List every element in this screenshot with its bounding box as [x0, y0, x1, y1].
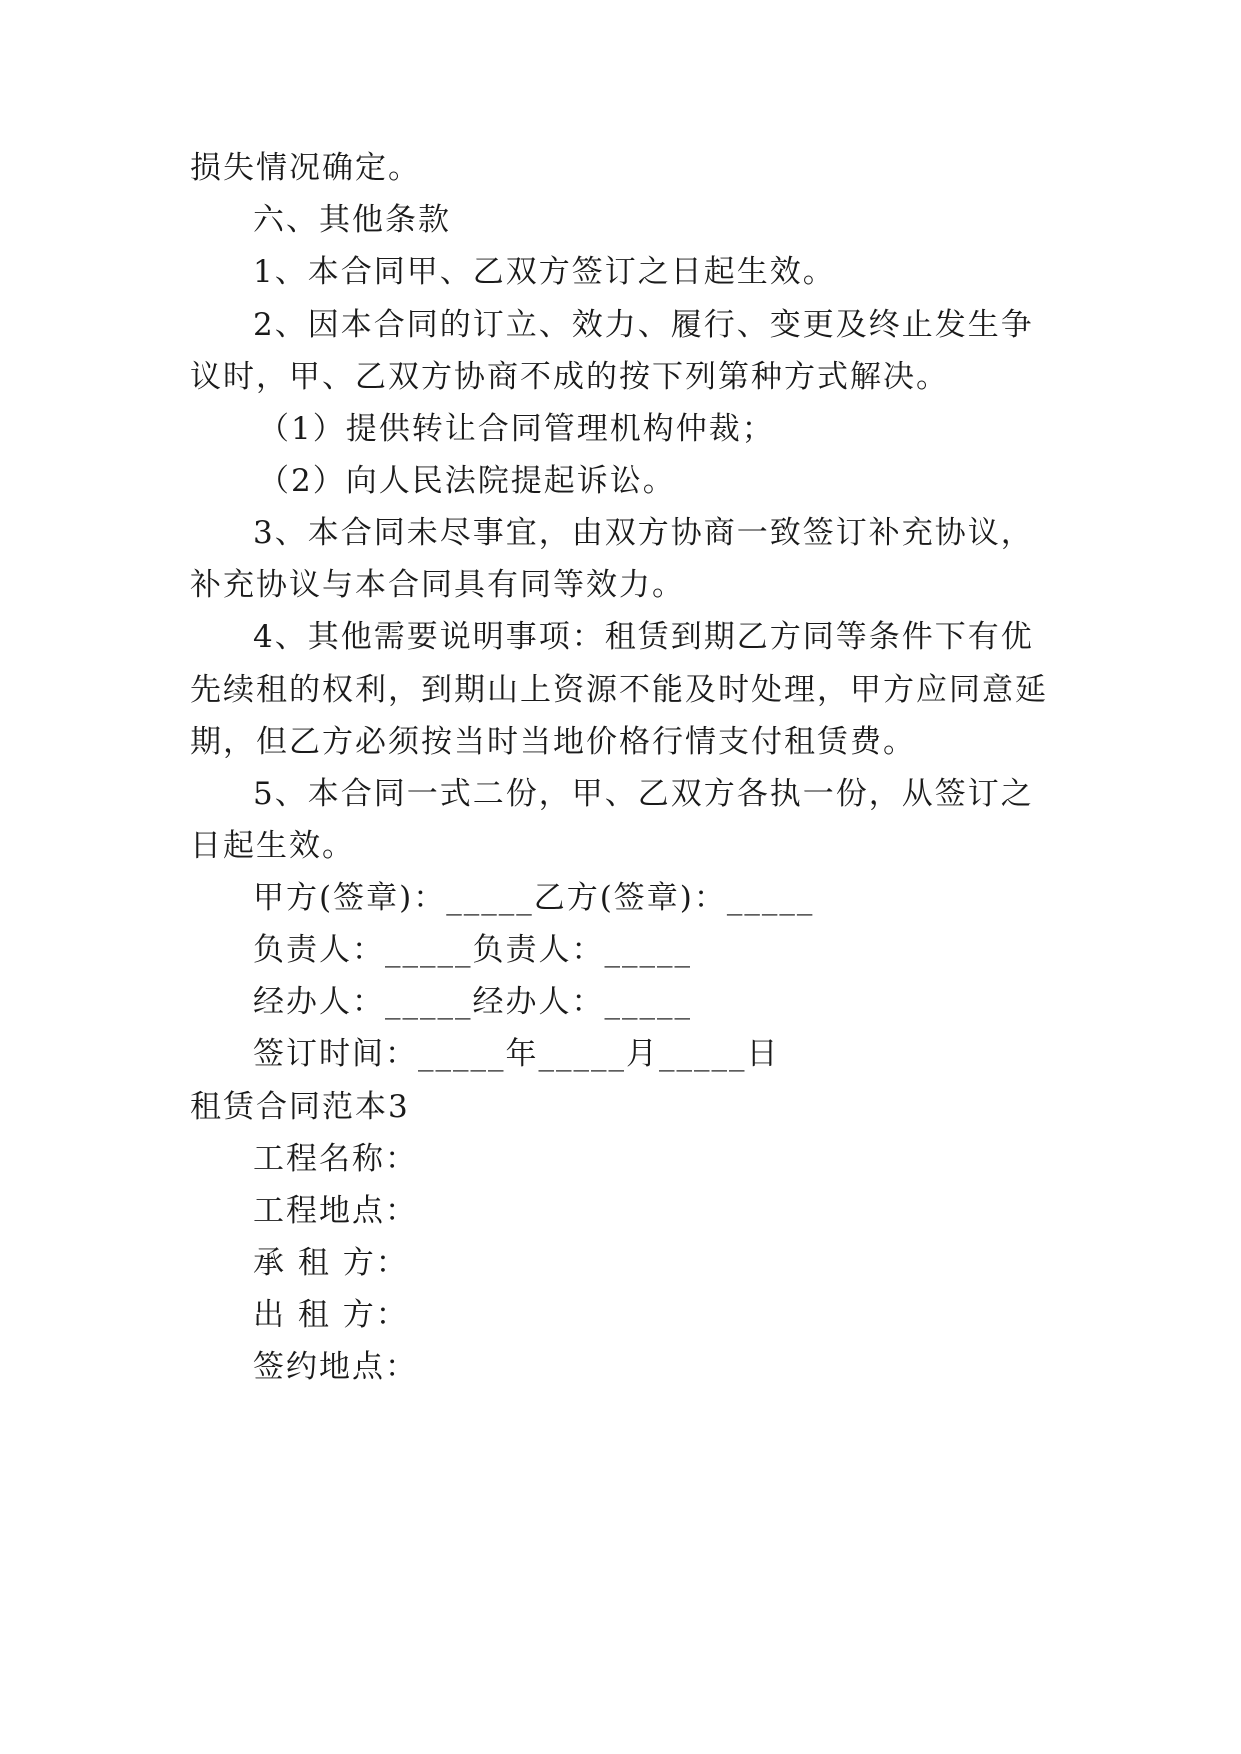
field-project-name: 工程名称：: [253, 1141, 418, 1177]
clause-4-cont: 期，但乙方必须按当时当地价格行情支付租赁费。: [190, 724, 916, 760]
clause-5: 5、本合同一式二份，甲、乙双方各执一份，从签订之: [253, 776, 1034, 812]
clause-4-cont: 先续租的权利，到期山上资源不能及时处理，甲方应同意延: [190, 672, 1048, 708]
section-heading: 六、其他条款: [253, 202, 451, 238]
field-lessor: 出 租 方：: [253, 1297, 409, 1333]
clause-2-cont: 议时，甲、乙双方协商不成的按下列第种方式解决。: [190, 359, 949, 395]
field-project-location: 工程地点：: [253, 1193, 418, 1229]
signature-line-handler: 经办人：_____经办人：_____: [253, 984, 692, 1020]
clause-1: 1、本合同甲、乙双方签订之日起生效。: [253, 254, 836, 290]
clause-5-cont: 日起生效。: [190, 828, 355, 864]
signature-line-parties: 甲方(签章)：_____乙方(签章)：_____: [253, 880, 815, 916]
clause-2: 2、因本合同的订立、效力、履行、变更及终止发生争: [253, 307, 1034, 343]
signature-line-responsible: 负责人：_____负责人：_____: [253, 932, 692, 968]
field-signing-place: 签约地点：: [253, 1349, 418, 1385]
field-lessee: 承 租 方：: [253, 1245, 409, 1281]
option-1: （1）提供转让合同管理机构仲裁；: [258, 411, 775, 447]
clause-4: 4、其他需要说明事项：租赁到期乙方同等条件下有优: [253, 619, 1034, 655]
signature-line-date: 签订时间：_____年_____月_____日: [253, 1036, 780, 1072]
clause-3-cont: 补充协议与本合同具有同等效力。: [190, 567, 685, 603]
document-title: 租赁合同范本3: [190, 1089, 410, 1125]
option-2: （2）向人民法院提起诉讼。: [258, 463, 676, 499]
text-line: 损失情况确定。: [190, 150, 421, 186]
clause-3: 3、本合同未尽事宜，由双方协商一致签订补充协议，: [253, 515, 1034, 551]
